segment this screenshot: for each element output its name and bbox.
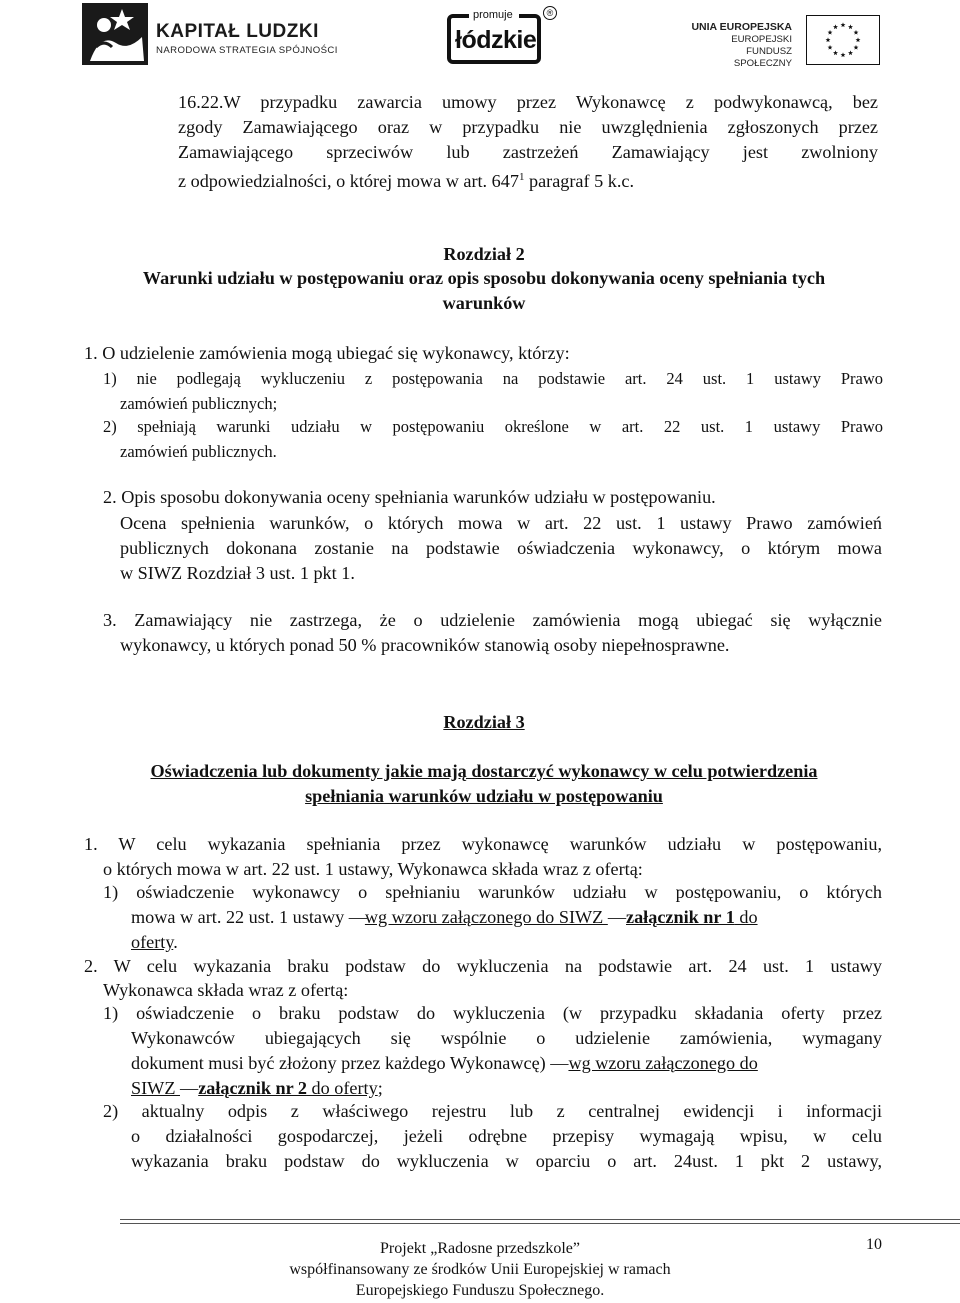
chapter3-p1-item1-underlined: wg wzoru załączonego do SIWZ [364,907,608,927]
chapter2-p2-line4: w SIWZ Rozdział 3 ust. 1 pkt 1. [120,563,355,583]
chapter2-title-line1: Warunki udziału w postępowaniu oraz opis sposobu dokonywania oceny spełniania tych [142,268,826,288]
chapter3-p1-item1-dash: — [348,907,365,927]
chapter2-p3-line1: 3. Zamawiający nie zastrzega, że o udzielenie zamówienia mogą ubiegać się wyłącznie [103,610,882,630]
chapter3-p2-item1-oferty: do oferty [306,1078,378,1098]
chapter3-p2-item1-line2: Wykonawców ubiegających się wspólnie o udzielenie zamówienia, wymagany [131,1028,882,1048]
unia-europejska-logo [688,15,888,69]
chapter3-p1-item1-dash2: — [607,907,627,927]
chapter2-p2-line3: publicznych dokonana zostanie na podstawie oświadczenia wykonawcy, o którym mowa [120,538,882,558]
para-1622-line4 [178,165,634,194]
chapter3-p2-item2-line3: wykazania braku podstaw do wykluczenia w oparciu o art. 24ust. 1 pkt 2 ustawy, [131,1151,882,1171]
chapter3-p1-item1-line2 [131,905,882,930]
para-1622-line4-end: paragraf 5 k.c. [524,171,635,192]
chapter2-p1-item2-line2: zamówień publicznych. [120,442,277,461]
chapter3-p2-item2-line2: o działalności gospodarczej, jeżeli odrębne przepisy wymagają wpisu, w celu [131,1126,882,1146]
chapter3-p2-item1-dash: — [550,1053,569,1073]
footer-divider-top [120,1219,960,1220]
para-1622-superscript: 1 [518,171,525,183]
kapital-ludzki-emblem-icon [82,3,148,65]
promuje-lodzkie-logo [447,6,557,66]
chapter3-p2-item1-annex: załącznik nr 2 [198,1078,307,1098]
chapter3-p2-item1-dash2: — [180,1078,199,1098]
chapter3-p1-item1-line1: 1) oświadczenie wykonawcy o spełnianiu warunków udziału w postępowaniu, o których [103,882,882,902]
chapter3-title-line2-text: spełniania warunków udziału w postępowaniu [305,786,663,806]
footer-line3: Europejskiego Funduszu Społecznego. [355,1282,605,1299]
chapter3-title-line1 [84,759,884,784]
registered-mark-icon: ® [543,6,557,20]
footer-line2: współfinansowany ze środków Unii Europejskiej w ramach [289,1261,671,1278]
chapter3-p1-item1-oferty: oferty [131,932,174,952]
kapital-ludzki-subtitle: NARODOWA STRATEGIA SPÓJNOŚCI [156,45,338,56]
chapter2-p2-line2: Ocena spełnienia warunków, o których mowa w art. 22 ust. 1 ustawy Prawo zamówień [120,513,882,533]
chapter3-p2-item1-underlined: wg wzoru załączonego do [568,1053,758,1073]
footer-text [200,1238,760,1301]
ue-line1: UNIA EUROPEJSKA [691,21,792,33]
footer-divider-bottom [120,1223,960,1224]
chapter3-p2-item1-siwz: SIWZ [131,1078,180,1098]
chapter3-title-line2 [84,784,884,809]
chapter3-p2-item1-pre: dokument musi być złożony przez każdego Wykonawcę) [131,1053,551,1073]
chapter2-p1-item2-line1: 2) spełniają warunki udziału w postępowaniu określone w art. 22 ust. 1 ustawy Prawo [103,417,883,436]
chapter2-p3-line2: wykonawcy, u których ponad 50 % pracowników stanowią osoby niepełnosprawne. [120,635,730,655]
promuje-label: promuje [473,9,513,21]
chapter3-p1-line2: o których mowa w art. 22 ust. 1 ustawy, Wykonawca składa wraz z ofertą: [103,859,643,879]
kapital-ludzki-logo [82,3,342,65]
chapter3-p1-line1: 1. W celu wykazania spełniania przez wykonawcę warunków udziału w postępowaniu, [84,834,882,854]
chapter3-p1-item1-line3 [131,930,178,955]
para-1622-line4-text: z odpowiedzialności, o której mowa w art. 647 [178,171,519,192]
ue-line2: EUROPEJSKI [731,34,792,45]
chapter3-p1-item1-pre: mowa w art. 22 ust. 1 ustawy [131,907,349,927]
para-1622-line2: zgody Zamawiającego oraz w przypadku nie uwzględnienia zgłoszonych przez [178,117,878,137]
ue-text [688,21,792,70]
kapital-ludzki-title: KAPITAŁ LUDZKI [156,21,319,42]
chapter2-title-line2: warunków [442,293,526,313]
chapter3-p2-item1-end: ; [377,1078,383,1098]
chapter2-p1: 1. O udzielenie zamówienia mogą ubiegać się wykonawcy, którzy: [84,343,570,363]
chapter2-p2-line1: 2. Opis sposobu dokonywania oceny spełniania warunków udziału w postępowaniu. [103,487,716,507]
chapter2-heading: Rozdział 2 [443,244,525,264]
chapter3-heading [84,710,884,735]
chapter3-heading-text: Rozdział 3 [443,712,525,732]
eu-flag-icon [806,15,880,65]
chapter3-p2-item1-line1: 1) oświadczenie o braku podstaw do wykluczenia (w przypadku składania oferty przez [103,1003,882,1023]
chapter3-p2-item1-line4 [131,1076,383,1101]
chapter2-p1-item1-line1: 1) nie podlegają wykluczeniu z postępowania na podstawie art. 24 ust. 1 ustawy Prawo [103,369,883,388]
chapter2-p1-item1-line2: zamówień publicznych; [120,394,278,413]
chapter3-p2-line1: 2. W celu wykazania braku podstaw do wykluczenia na podstawie art. 24 ust. 1 ustawy [84,956,882,976]
page-number: 10 [866,1236,882,1253]
para-1622-line1: 16.22.W przypadku zawarcia umowy przez Wykonawcę z podwykonawcą, bez [178,92,878,112]
chapter3-p1-item1-annex: załącznik nr 1 [626,907,735,927]
lodzkie-label: łódzkie [455,26,537,54]
chapter3-p2-line2: Wykonawca składa wraz z ofertą: [103,980,349,1000]
chapter3-title-line1-text: Oświadczenia lub dokumenty jakie mają dostarczyć wykonawcy w celu potwierdzenia [150,761,818,781]
para-1622-line3: Zamawiającego sprzeciwów lub zastrzeżeń Zamawiający jest zwolniony [178,142,878,162]
chapter3-p1-item1-end: . [173,932,178,952]
footer-line1: Projekt „Radosne przedszkole” [380,1240,580,1257]
chapter3-p2-item2-line1: 2) aktualny odpis z właściwego rejestru lub z centralnej ewidencji i informacji [103,1101,882,1121]
chapter3-p1-item1-post: do [734,907,758,927]
ue-line3: FUNDUSZ SPOŁECZNY [733,46,792,69]
chapter3-p2-item1-line3 [131,1051,758,1076]
